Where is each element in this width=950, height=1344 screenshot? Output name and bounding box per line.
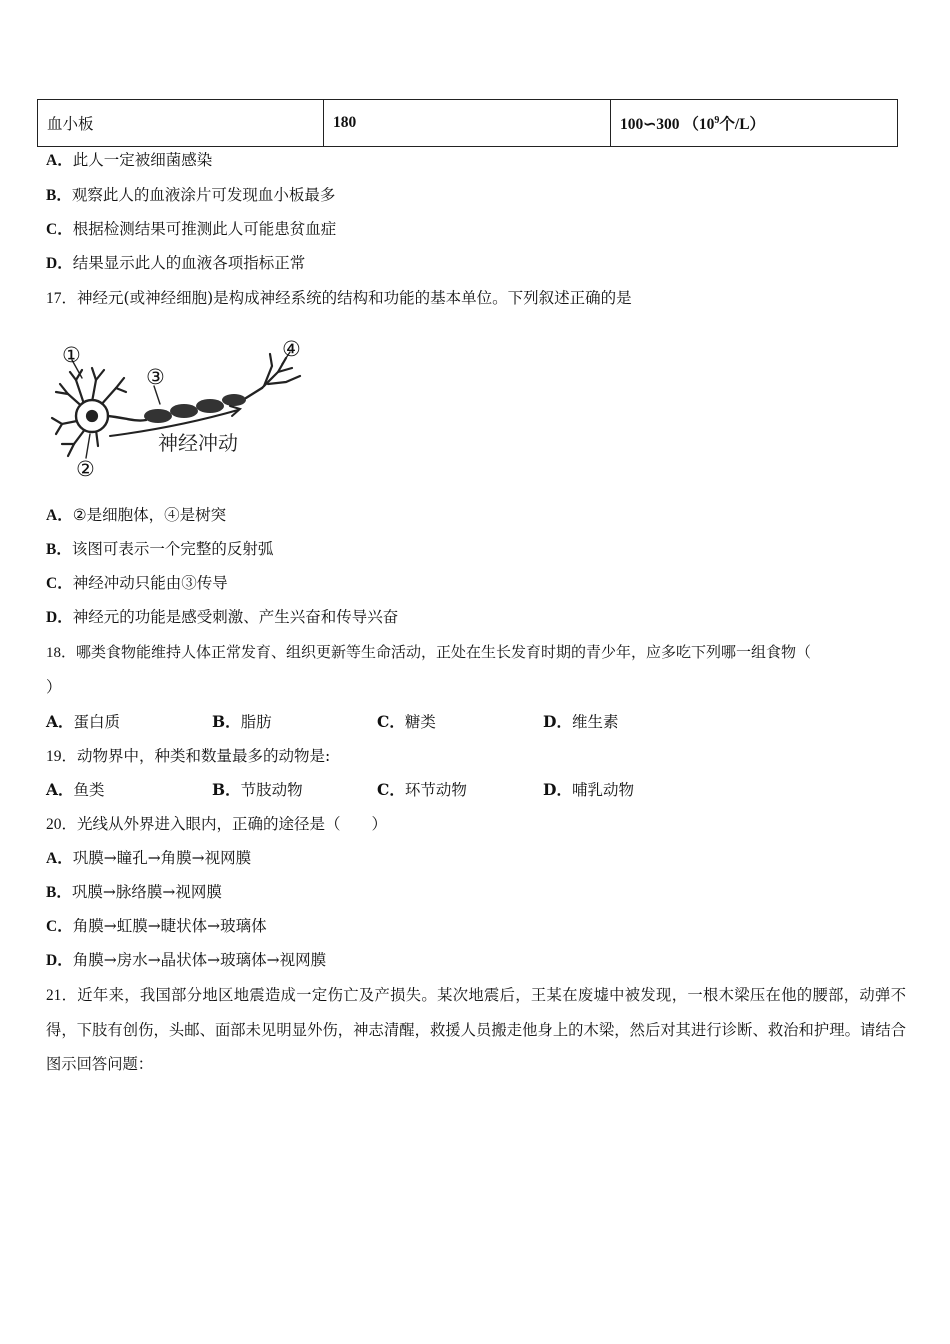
option-letter: B． [46,884,72,901]
range-value: 100∽300 [620,116,680,133]
option-text: 脂肪 [240,713,272,731]
q19-option-c [377,780,467,800]
range-unit-exponent: 9 [714,114,720,126]
table-row [38,100,898,147]
option-text: 节肢动物 [240,781,303,799]
q19-option-a [46,780,105,800]
option-letter: C． [377,780,405,799]
option-text: 环节动物 [404,781,467,799]
option-letter: A． [46,712,74,731]
q18-option-c [377,712,436,732]
q16-option-a [46,150,212,171]
option-letter: B． [46,541,72,558]
range-unit-open: （10 [683,116,715,133]
option-text: 鱼类 [73,781,105,799]
q19-option-b [212,780,303,800]
figure-label-2: ② [76,457,95,481]
option-text: 蛋白质 [73,713,121,731]
figure-label-3: ③ [146,365,165,389]
q16-option-c [46,219,336,240]
option-letter: C． [377,712,405,731]
option-text: 糖类 [404,713,436,731]
question-text: 近年来，我国部分地区地震造成一定伤亡及产损失。某次地震后，王某在废墟中被发现，一根木梁压在他的腰部，动弹不得，下肢有创伤，头邮、面部未见明显外伤，神志清醒，救援人员搬走他身上的木梁，然后对其进行诊断、救治和护理。请结合图示回答问题： [46,986,906,1073]
q20-option-a [46,848,251,869]
q20-option-d [46,950,326,971]
q20-option-b [46,882,222,903]
figure-label-1: ① [62,343,81,367]
question-text: 神经元(或神经细胞)是构成神经系统的结构和功能的基本单位。下列叙述正确的是 [77,289,632,307]
option-letter: C． [46,575,73,592]
option-text: 神经冲动只能由③传导 [72,574,228,592]
neuron-diagram [46,332,316,482]
option-letter: C． [46,918,73,935]
question-text: 动物界中，种类和数量最多的动物是: [77,747,331,765]
option-text: 维生素 [571,713,619,731]
question-number: 19． [46,748,78,765]
q21-stem [46,978,906,1081]
option-text: 结果显示此人的血液各项指标正常 [72,254,306,272]
option-letter: D． [46,952,73,969]
q18-options [46,712,906,732]
q18-option-b [212,712,272,732]
option-letter: B． [46,187,72,204]
range-unit-close: 个/L） [719,116,766,133]
q19-option-d [543,780,634,800]
q20-stem [46,814,387,835]
option-letter: D． [46,255,73,272]
question-text: 光线从外界进入眼内，正确的途径是（ ） [77,815,388,833]
option-text: 角膜→虹膜→睫状体→玻璃体 [72,917,267,935]
q17-option-d [46,607,398,628]
option-letter: A． [46,152,73,169]
table-cell-value: 180 [324,100,611,147]
q18-stem [46,642,811,663]
option-letter: D． [543,712,572,731]
q17-stem [46,288,632,309]
q19-options [46,780,906,800]
option-text: ②是细胞体，④是树突 [72,506,227,524]
figure-caption: 神经冲动 [158,431,238,455]
question-number: 20． [46,816,78,833]
table-cell-item: 血小板 [38,100,324,147]
question-number: 21． [46,987,78,1004]
q17-option-b [46,539,273,560]
question-number: 18． [46,645,77,661]
q16-option-d [46,253,305,274]
option-letter: C． [46,221,73,238]
q20-option-c [46,916,267,937]
question-text: 哪类食物能维持人体正常发育、组织更新等生命活动，正处在生长发育时期的青少年，应多吃下列哪一组食物（ [76,643,812,661]
option-letter: D． [46,609,73,626]
option-text: 此人一定被细菌感染 [72,151,213,169]
option-letter: B． [212,712,241,731]
option-text: 根据检测结果可推测此人可能患贫血症 [72,220,337,238]
table-cell-range [611,100,898,147]
q18-option-d [543,712,618,732]
q16-option-b [46,185,335,206]
q18-option-a [46,712,120,732]
option-text: 角膜→房水→晶状体→玻璃体→视网膜 [72,951,327,969]
q18-stem-end: ） [46,678,62,696]
option-text: 观察此人的血液涂片可发现血小板最多 [71,186,336,204]
option-letter: A． [46,507,73,524]
figure-label-4: ④ [282,337,301,361]
blood-test-table [37,99,898,147]
option-letter: A． [46,850,73,867]
q17-option-c [46,573,228,594]
option-letter: D． [543,780,572,799]
option-text: 该图可表示一个完整的反射弧 [71,540,274,558]
question-number: 17． [46,290,78,307]
option-text: 哺乳动物 [571,781,634,799]
q19-stem [46,746,330,767]
option-letter: A． [46,780,74,799]
option-text: 神经元的功能是感受刺激、产生兴奋和传导兴奋 [72,608,399,626]
option-text: 巩膜→瞳孔→角膜→视网膜 [72,849,252,867]
option-letter: B． [212,780,241,799]
option-text: 巩膜→脉络膜→视网膜 [71,883,222,901]
q17-option-a [46,505,226,526]
